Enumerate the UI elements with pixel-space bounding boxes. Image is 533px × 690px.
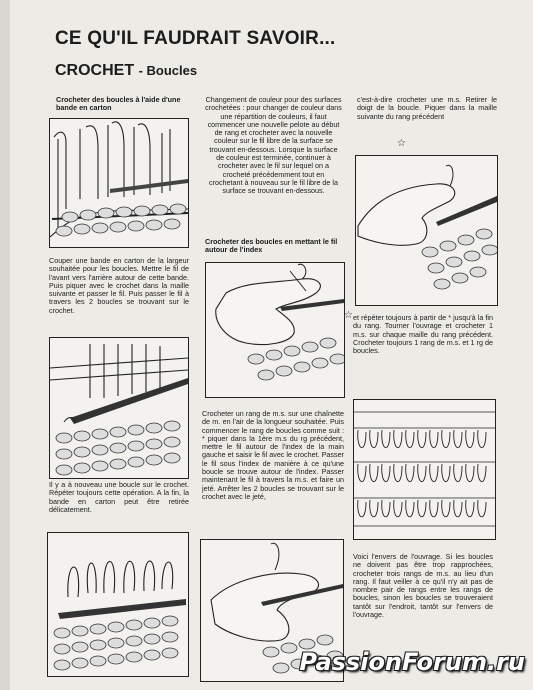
illustration-cardboard-2 bbox=[50, 338, 188, 478]
col3-text2-block bbox=[353, 314, 493, 355]
col2-text2-block bbox=[202, 410, 344, 501]
col2-heading-block bbox=[205, 238, 342, 255]
col2-text1-block bbox=[205, 96, 342, 196]
illustration-cardboard-3 bbox=[48, 533, 188, 676]
col2-text2: Crocheter un rang de m.s. sur une chaînette de m. en l'air de la longueur souhaitée. Puis commencer le rang de boucles comme suit : * piquer dans la 1ère m.s du rg précédent, mettre le fil autour de l'index de la main gauche et saisir le fil avec le crochet. Passer le fil sous l'index de manière à ce qu'une boucle se trouve autour de l'index. Passer maintenant le fil à travers la m.s. et faire un jeté. Arrêter les 2 boucles se trouvant sur le crochet avec le jeté, bbox=[202, 409, 344, 501]
page-subtitle bbox=[55, 62, 197, 80]
illustration-hand-1 bbox=[206, 263, 344, 397]
col1-text2-block bbox=[49, 481, 189, 514]
col3-text3: Voici l'envers de l'ouvrage. Si les boucles ne doivent pas être trop rapprochées, crocheter trois rangs de m.s. au lieu d'un rang. Il faut veiller à ce qu'il n'y ait pas de nombre pair de rangs entre les rangs de boucles, sinon les boucles se trouveraient tantôt sur l'endroit, tantôt sur l'envers de l'ouvrage. bbox=[353, 552, 493, 620]
page-title: CE QU'IL FAUDRAIT SAVOIR... bbox=[55, 28, 336, 49]
col1-text1-block bbox=[49, 257, 189, 315]
col1-text1: Couper une bande en carton de la largeur souhaitée pour les boucles. Mettre le fil de l'avant vers l'arrière autour de cette bande. Puis piquer avec le crochet dans la maille suivante et passer le fil. Puis passer le fil à travers les 2 boucles se trouvant sur le crochet. bbox=[49, 256, 189, 315]
illustration-hand-3 bbox=[356, 156, 497, 305]
col3-text3-block bbox=[353, 553, 493, 619]
figure-cardboard-loops-1 bbox=[49, 118, 189, 248]
figure-cardboard-loops-2 bbox=[49, 337, 189, 479]
illustration-cardboard-1 bbox=[50, 119, 188, 247]
illustration-fabric-back bbox=[354, 400, 495, 539]
star-marker-1: ☆ bbox=[397, 138, 406, 149]
col2-heading: Crocheter des boucles en mettant le fil autour de l'index bbox=[205, 237, 338, 255]
figure-loops-fabric-back bbox=[353, 399, 496, 540]
subtitle-suffix: - Boucles bbox=[138, 63, 198, 78]
subtitle-main: CROCHET bbox=[55, 62, 135, 79]
col3-text1-block bbox=[357, 96, 497, 121]
page-edge-shadow bbox=[0, 0, 10, 690]
figure-index-finger-loop bbox=[205, 262, 345, 398]
col1-heading-block bbox=[56, 96, 186, 113]
figure-finger-loop-repeat bbox=[355, 155, 498, 306]
watermark-text: PassionForum.ru bbox=[299, 648, 525, 676]
star-marker-2: ☆ bbox=[344, 310, 353, 321]
col3-text1: c'est-à-dire crocheter une m.s. Retirer le doigt de la boucle. Piquer dans la maille suivante du rang précédent bbox=[357, 95, 497, 121]
figure-cardboard-loops-3 bbox=[47, 532, 189, 677]
col2-text1: Changement de couleur pour des surfaces crochetées : pour changer de couleur dans une répartition de couleurs, il faut commencer une nouvelle pelote au début de rang et crocheter avec la nouvelle couleur sur le fil libre de la surface se trouvant en-dessous. Lorsque la surface de couleur est terminée, continuer à crocheter avec le fil sur lequel on a crocheté précédemment tout en crochetant à nouveau sur le fil libre de la surface se trouvant en-dessous. bbox=[205, 95, 342, 196]
col3-text2: et répéter toujours à partir de * jusqu'à la fin du rang. Tourner l'ouvrage et crocheter 1 m.s. sur chaque maille du rang précédent. Crocheter toujours 1 rang de m.s. et 1 rg de boucles. bbox=[353, 313, 493, 356]
col1-text2: Il y a à nouveau une boucle sur le crochet. Répéter toujours cette opération. A la fin, la bande en carton peut être retirée délicatement. bbox=[49, 480, 189, 514]
col1-heading: Crocheter des boucles à l'aide d'une bande en carton bbox=[56, 95, 181, 113]
